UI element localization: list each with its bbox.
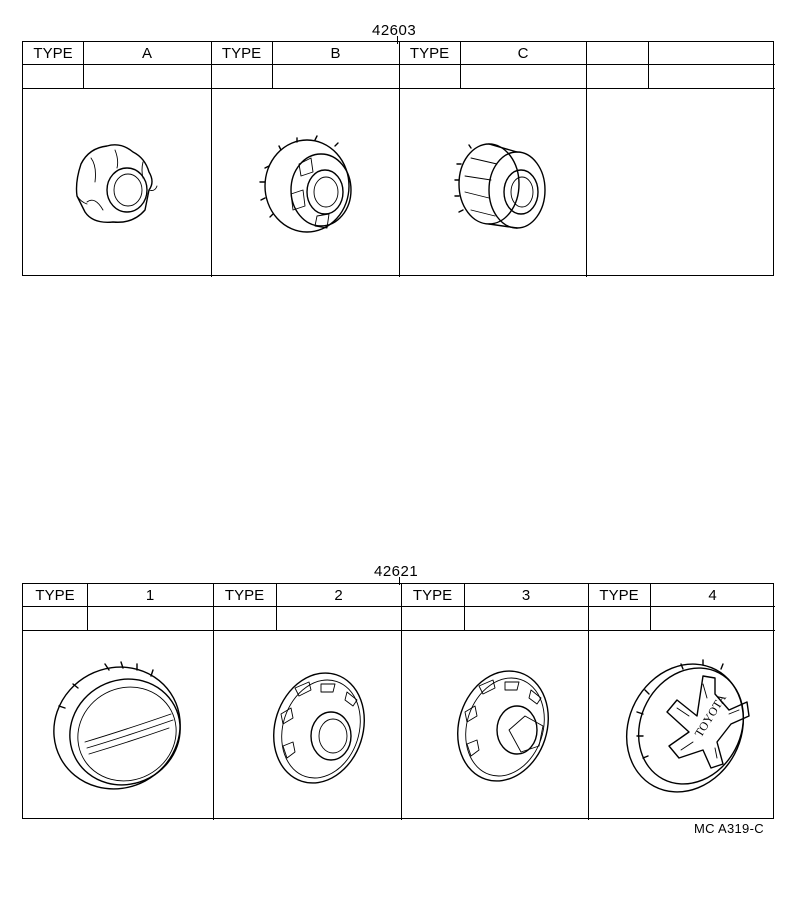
column-divider <box>213 584 214 820</box>
part-number-42621: 42621 <box>374 563 419 580</box>
blank-row-divider <box>23 630 775 631</box>
type-label: TYPE <box>33 44 73 62</box>
table-42603 <box>22 41 774 276</box>
column-divider <box>211 42 212 277</box>
ornament-type-1-icon <box>45 656 195 796</box>
ornament-type-3-icon <box>447 664 567 788</box>
column-divider <box>588 584 589 820</box>
type-value-2: 2 <box>334 586 343 604</box>
hub-cap-type-b-icon <box>255 130 365 240</box>
type-label: TYPE <box>221 44 262 62</box>
type-label: TYPE <box>412 586 453 604</box>
hub-cap-type-c-icon <box>441 130 553 240</box>
ornament-type-4-icon <box>619 650 761 800</box>
type-label: TYPE <box>35 586 75 604</box>
type-value-4: 4 <box>708 586 717 604</box>
type-label: TYPE <box>599 586 639 604</box>
part-number-42603: 42603 <box>372 22 417 39</box>
svg-text:TOYOTA: TOYOTA <box>691 691 730 740</box>
hub-cap-type-a-icon <box>63 132 163 232</box>
type-value-c: C <box>517 44 529 62</box>
table-42621 <box>22 583 774 819</box>
column-divider <box>401 584 402 820</box>
type-label: TYPE <box>409 44 450 62</box>
type-label: TYPE <box>224 586 265 604</box>
type-value-3: 3 <box>521 586 531 604</box>
type-value-empty <box>648 42 775 64</box>
header-divider <box>23 606 775 607</box>
illustration-code: MC A319-C <box>694 821 764 836</box>
ornament-type-2-icon <box>261 666 381 790</box>
column-divider <box>399 42 400 277</box>
type-value-1: 1 <box>145 586 155 604</box>
type-value-a: A <box>141 44 152 62</box>
type-value-b: B <box>330 44 341 62</box>
column-divider <box>586 42 587 277</box>
